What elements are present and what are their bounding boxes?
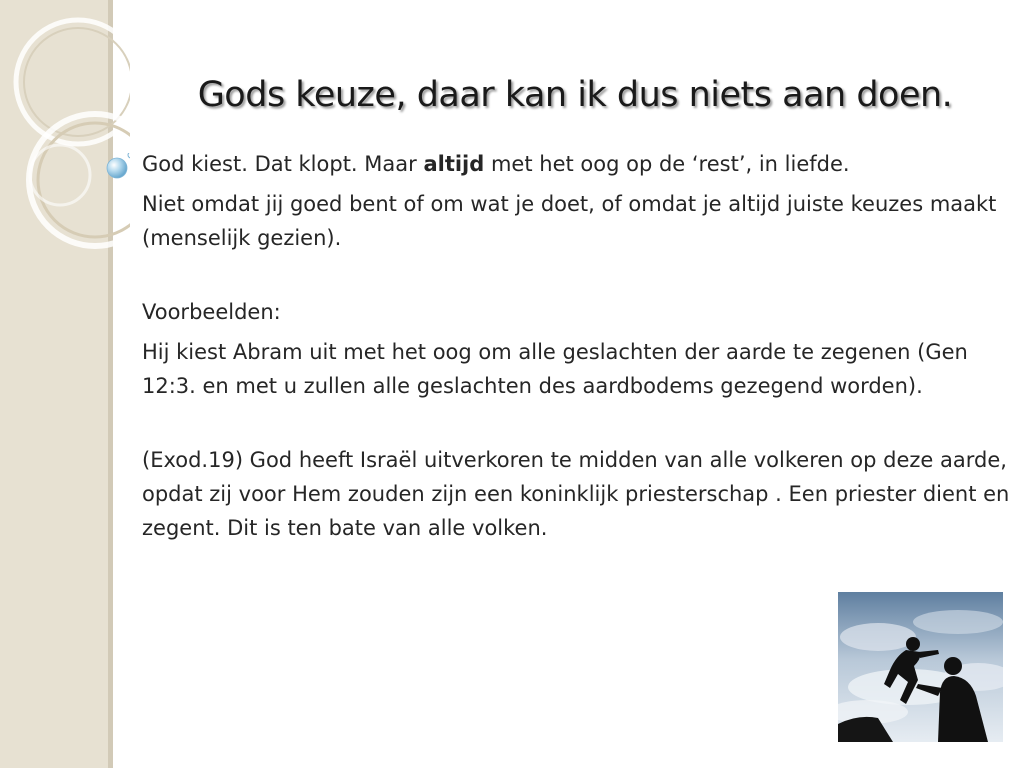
father-child-silhouette-icon [838,592,1003,742]
line1-before: God kiest. Dat klopt. Maar [142,152,424,176]
bullet-orb-icon [104,153,130,179]
line1-after: met het oog op de ‘rest’, in liefde. [484,152,850,176]
silhouette-photo [838,592,1003,742]
heading-voorbeelden: Voorbeelden: [142,300,281,324]
paragraph-niet-omdat: Niet omdat jij goed bent of om wat je doet, of omdat je altijd juiste keuzes maakt (menselijk gezien). [142,192,997,250]
slide-title: Gods keuze, daar kan ik dus niets aan doen. [197,75,953,115]
paragraph-exodus: (Exod.19) God heeft Israël uitverkoren te midden van alle volkeren op deze aarde, opdat zij voor Hem zouden zijn een koninklijk priesterschap . Een priester dient en zegent. Dit is ten bate van alle volken. [142,448,1010,540]
paragraph-abram: Hij kiest Abram uit met het oog om alle geslachten der aarde te zegenen (Gen 12:3. en met u zullen alle geslachten des aardbodems gezegend worden). [142,340,968,398]
slide-body [142,147,1022,545]
line-god-kiest [142,147,1022,181]
decorative-circles [0,0,130,260]
line1-bold: altijd [423,152,485,176]
